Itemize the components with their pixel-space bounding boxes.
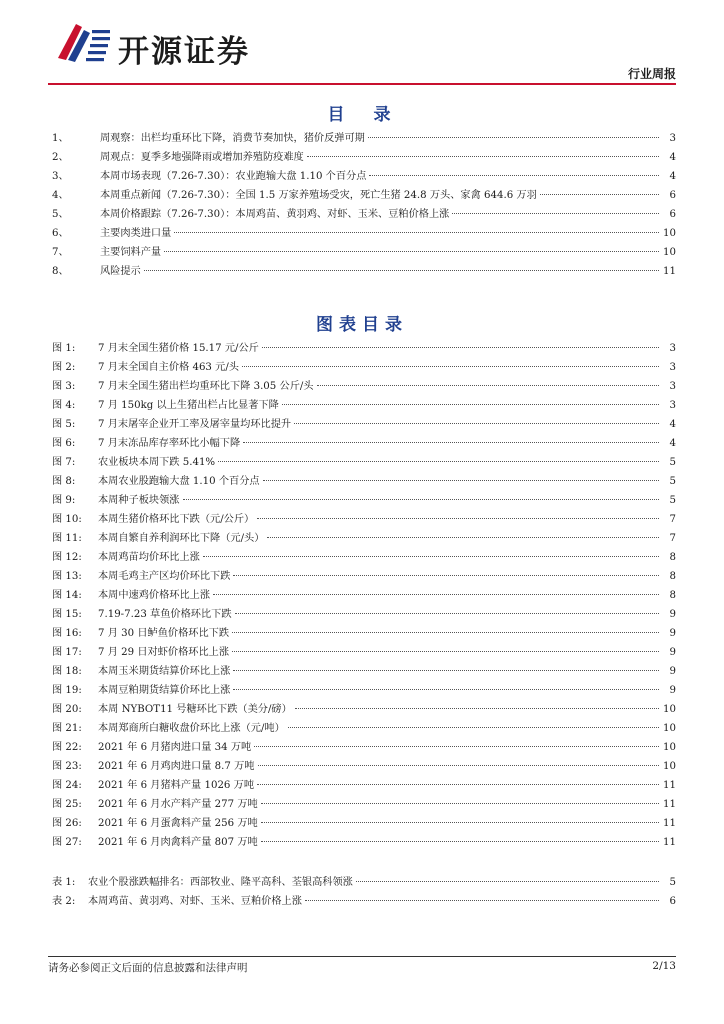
entry-title: 本周玉米期货结算价环比上涨: [98, 666, 231, 677]
entry-number: 图 5:: [52, 419, 76, 430]
entry-title: 本周市场表现（7.26-7.30）：农业跑输大盘 1.10 个百分点: [100, 171, 367, 182]
dot-leader: [452, 212, 659, 214]
table-index-list: [52, 873, 676, 911]
toc-entry[interactable]: [52, 262, 676, 281]
dot-leader: [294, 422, 659, 424]
dot-leader: [368, 136, 659, 138]
dot-leader: [213, 593, 659, 595]
entry-page-number: 11: [663, 837, 676, 848]
figure-entry[interactable]: [52, 434, 676, 453]
entry-title: 7 月末冻品库存率环比小幅下降: [98, 438, 241, 449]
entry-number: 6、: [52, 228, 69, 239]
entry-page-number: 7: [669, 533, 676, 544]
entry-page-number: 11: [663, 780, 676, 791]
entry-number: 图 11:: [52, 533, 82, 544]
entry-number: 图 24:: [52, 780, 82, 791]
entry-page-number: 10: [663, 247, 676, 258]
entry-number: 5、: [52, 209, 69, 220]
dot-leader: [254, 745, 659, 747]
entry-number: 图 18:: [52, 666, 82, 677]
entry-number: 图 12:: [52, 552, 82, 563]
entry-number: 图 27:: [52, 837, 82, 848]
entry-number: 图 20:: [52, 704, 82, 715]
dot-leader: [288, 726, 659, 728]
figure-entry[interactable]: [52, 358, 676, 377]
figure-entry[interactable]: [52, 643, 676, 662]
dot-leader: [261, 821, 659, 823]
entry-page-number: 7: [669, 514, 676, 525]
entry-title: 7 月末全国自主价格 463 元/头: [98, 362, 239, 373]
figure-entry[interactable]: [52, 377, 676, 396]
entry-title: 7 月末屠宰企业开工率及屠宰量均环比提升: [98, 419, 292, 430]
entry-page-number: 5: [669, 877, 676, 888]
figure-entry[interactable]: [52, 795, 676, 814]
entry-page-number: 6: [669, 896, 676, 907]
entry-number: 图 15:: [52, 609, 82, 620]
dot-leader: [233, 669, 659, 671]
entry-number: 图 8:: [52, 476, 76, 487]
dot-leader: [183, 498, 660, 500]
dot-leader: [243, 441, 659, 443]
toc-entry[interactable]: [52, 129, 676, 148]
page-header: [0, 0, 724, 82]
entry-title: 2021 年 6 月猪料产量 1026 万吨: [98, 780, 255, 791]
entry-page-number: 6: [669, 190, 676, 201]
page-number: 2/13: [652, 960, 676, 972]
brand-name: 开源证券: [118, 34, 250, 70]
entry-title: 7 月末全国生猪价格 15.17 元/公斤: [98, 343, 259, 354]
figure-entry[interactable]: [52, 396, 676, 415]
figure-entry[interactable]: [52, 719, 676, 738]
entry-number: 图 7:: [52, 457, 76, 468]
dot-leader: [164, 250, 659, 252]
dot-leader: [233, 688, 659, 690]
entry-page-number: 6: [669, 209, 676, 220]
figure-entry[interactable]: [52, 548, 676, 567]
entry-page-number: 4: [669, 438, 676, 449]
table-entry[interactable]: [52, 892, 676, 911]
dot-leader: [263, 479, 659, 481]
dot-leader: [305, 899, 659, 901]
entry-title: 本周中速鸡价格环比上涨: [98, 590, 211, 601]
entry-page-number: 10: [663, 723, 676, 734]
entry-page-number: 8: [669, 552, 676, 563]
entry-number: 图 2:: [52, 362, 76, 373]
entry-number: 表 1:: [52, 877, 76, 888]
entry-number: 图 25:: [52, 799, 82, 810]
entry-page-number: 9: [669, 628, 676, 639]
entry-title: 周观察：出栏均重环比下降，消费节奏加快，猪价反弹可期: [100, 133, 365, 144]
figure-entry[interactable]: [52, 472, 676, 491]
entry-page-number: 11: [663, 799, 676, 810]
entry-page-number: 10: [663, 761, 676, 772]
figure-entry[interactable]: [52, 738, 676, 757]
entry-title: 7 月末全国生猪出栏均重环比下降 3.05 公斤/头: [98, 381, 314, 392]
dot-leader: [261, 802, 659, 804]
entry-number: 表 2:: [52, 896, 76, 907]
entry-title: 2021 年 6 月蛋禽料产量 256 万吨: [98, 818, 258, 829]
entry-page-number: 11: [663, 266, 676, 277]
entry-title: 本周价格跟踪（7.26-7.30）：本周鸡苗、黄羽鸡、对虾、玉米、豆粕价格上涨: [100, 209, 450, 220]
entry-title: 主要肉类进口量: [100, 228, 172, 239]
dot-leader: [295, 707, 659, 709]
figure-index-list: [52, 339, 676, 852]
entry-number: 1、: [52, 133, 69, 144]
entry-title: 7 月 30 日鲈鱼价格环比下跌: [98, 628, 230, 639]
entry-number: 3、: [52, 171, 69, 182]
dot-leader: [174, 231, 659, 233]
entry-page-number: 10: [663, 704, 676, 715]
entry-page-number: 3: [669, 133, 676, 144]
figure-entry[interactable]: [52, 586, 676, 605]
entry-number: 7、: [52, 247, 69, 258]
toc-entry[interactable]: [52, 148, 676, 167]
dot-leader: [257, 517, 659, 519]
entry-number: 4、: [52, 190, 69, 201]
entry-title: 7 月 150kg 以上生猪出栏占比显著下降: [98, 400, 279, 411]
dot-leader: [235, 612, 659, 614]
report-type-label: 行业周报: [627, 67, 676, 81]
entry-number: 图 17:: [52, 647, 82, 658]
dot-leader: [540, 193, 659, 195]
entry-title: 2021 年 6 月鸡肉进口量 8.7 万吨: [98, 761, 255, 772]
dot-leader: [307, 155, 659, 157]
entry-title: 本周毛鸡主产区均价环比下跌: [98, 571, 231, 582]
entry-page-number: 11: [663, 818, 676, 829]
dot-leader: [317, 384, 660, 386]
entry-number: 图 13:: [52, 571, 82, 582]
figure-entry[interactable]: [52, 491, 676, 510]
footer-divider: [48, 956, 676, 957]
figure-entry[interactable]: [52, 833, 676, 852]
entry-page-number: 5: [669, 457, 676, 468]
entry-title: 本周鸡苗、黄羽鸡、对虾、玉米、豆粕价格上涨: [88, 896, 302, 907]
table-entry[interactable]: [52, 873, 676, 892]
entry-number: 8、: [52, 266, 69, 277]
entry-number: 图 6:: [52, 438, 76, 449]
figure-entry[interactable]: [52, 624, 676, 643]
entry-page-number: 4: [669, 419, 676, 430]
dot-leader: [356, 880, 659, 882]
entry-page-number: 4: [669, 152, 676, 163]
entry-number: 图 22:: [52, 742, 82, 753]
entry-number: 图 10:: [52, 514, 82, 525]
entry-page-number: 5: [669, 495, 676, 506]
figure-entry[interactable]: [52, 662, 676, 681]
entry-number: 图 16:: [52, 628, 82, 639]
entry-page-number: 3: [669, 343, 676, 354]
figure-entry[interactable]: [52, 510, 676, 529]
entry-title: 2021 年 6 月水产料产量 277 万吨: [98, 799, 258, 810]
entry-number: 图 3:: [52, 381, 76, 392]
toc-list: [52, 129, 676, 281]
entry-title: 本周鸡苗均价环比上涨: [98, 552, 200, 563]
entry-title: 周观点：夏季多地强降雨或增加养殖防疫难度: [100, 152, 304, 163]
disclaimer-note: 请务必参阅正文后面的信息披露和法律声明: [48, 962, 248, 974]
toc-heading: 目 录: [327, 105, 397, 125]
entry-title: 风险提示: [100, 266, 141, 277]
toc-entry[interactable]: [52, 243, 676, 262]
entry-title: 本周郑商所白糖收盘价环比上涨（元/吨）: [98, 723, 285, 734]
entry-number: 图 19:: [52, 685, 82, 696]
toc-entry[interactable]: [52, 224, 676, 243]
figure-entry[interactable]: [52, 776, 676, 795]
entry-page-number: 10: [663, 742, 676, 753]
dot-leader: [282, 403, 659, 405]
entry-page-number: 3: [669, 400, 676, 411]
dot-leader: [369, 174, 659, 176]
entry-title: 本周重点新闻（7.26-7.30）：全国 1.5 万家养殖场受灾，死亡生猪 24.8 万头、家禽 644.6 万羽: [100, 190, 537, 201]
entry-page-number: 10: [663, 228, 676, 239]
dot-leader: [232, 631, 659, 633]
figure-entry[interactable]: [52, 415, 676, 434]
figure-entry[interactable]: [52, 605, 676, 624]
figure-entry[interactable]: [52, 700, 676, 719]
entry-title: 本周农业股跑输大盘 1.10 个百分点: [98, 476, 260, 487]
entry-title: 本周生猪价格环比下跌（元/公斤）: [98, 514, 255, 525]
kaiyuan-logo-icon: [54, 20, 114, 66]
toc-entry[interactable]: [52, 167, 676, 186]
dot-leader: [258, 764, 660, 766]
entry-title: 本周自繁自养利润环比下降（元/头）: [98, 533, 265, 544]
figure-entry[interactable]: [52, 339, 676, 358]
entry-number: 图 4:: [52, 400, 76, 411]
dot-leader: [242, 365, 659, 367]
entry-number: 图 23:: [52, 761, 82, 772]
dot-leader: [203, 555, 659, 557]
figure-entry[interactable]: [52, 681, 676, 700]
entry-number: 2、: [52, 152, 69, 163]
entry-page-number: 9: [669, 609, 676, 620]
entry-title: 7.19-7.23 草鱼价格环比下跌: [98, 609, 232, 620]
entry-title: 2021 年 6 月猪肉进口量 34 万吨: [98, 742, 252, 753]
figure-entry[interactable]: [52, 529, 676, 548]
dot-leader: [261, 840, 659, 842]
entry-page-number: 8: [669, 571, 676, 582]
entry-page-number: 3: [669, 381, 676, 392]
dot-leader: [267, 536, 659, 538]
figure-entry[interactable]: [52, 814, 676, 833]
header-divider: [48, 83, 676, 85]
entry-title: 主要饲料产量: [100, 247, 162, 258]
figure-entry[interactable]: [52, 567, 676, 586]
entry-page-number: 9: [669, 647, 676, 658]
entry-page-number: 4: [669, 171, 676, 182]
entry-title: 7 月 29 日对虾价格环比上涨: [98, 647, 230, 658]
figure-entry[interactable]: [52, 757, 676, 776]
entry-number: 图 26:: [52, 818, 82, 829]
dot-leader: [233, 574, 659, 576]
entry-number: 图 9:: [52, 495, 76, 506]
entry-page-number: 5: [669, 476, 676, 487]
entry-page-number: 3: [669, 362, 676, 373]
entry-page-number: 8: [669, 590, 676, 601]
entry-page-number: 9: [669, 666, 676, 677]
dot-leader: [257, 783, 659, 785]
entry-page-number: 9: [669, 685, 676, 696]
entry-number: 图 1:: [52, 343, 76, 354]
figure-entry[interactable]: [52, 453, 676, 472]
entry-title: 本周 NYBOT11 号糖环比下跌（美分/磅）: [98, 704, 292, 715]
entry-title: 农业板块本周下跌 5.41%: [98, 457, 216, 468]
entry-title: 本周豆粕期货结算价环比上涨: [98, 685, 231, 696]
dot-leader: [218, 460, 659, 462]
dot-leader: [232, 650, 659, 652]
dot-leader: [144, 269, 659, 271]
toc-entry[interactable]: [52, 186, 676, 205]
entry-title: 本周种子板块领涨: [98, 495, 180, 506]
entry-number: 图 14:: [52, 590, 82, 601]
entry-title: 2021 年 6 月肉禽料产量 807 万吨: [98, 837, 258, 848]
toc-entry[interactable]: [52, 205, 676, 224]
dot-leader: [262, 346, 659, 348]
entry-title: 农业个股涨跌幅排名：西部牧业、隆平高科、荃银高科领涨: [88, 877, 353, 888]
figure-index-heading: 图表目录: [316, 315, 408, 335]
entry-number: 图 21:: [52, 723, 82, 734]
